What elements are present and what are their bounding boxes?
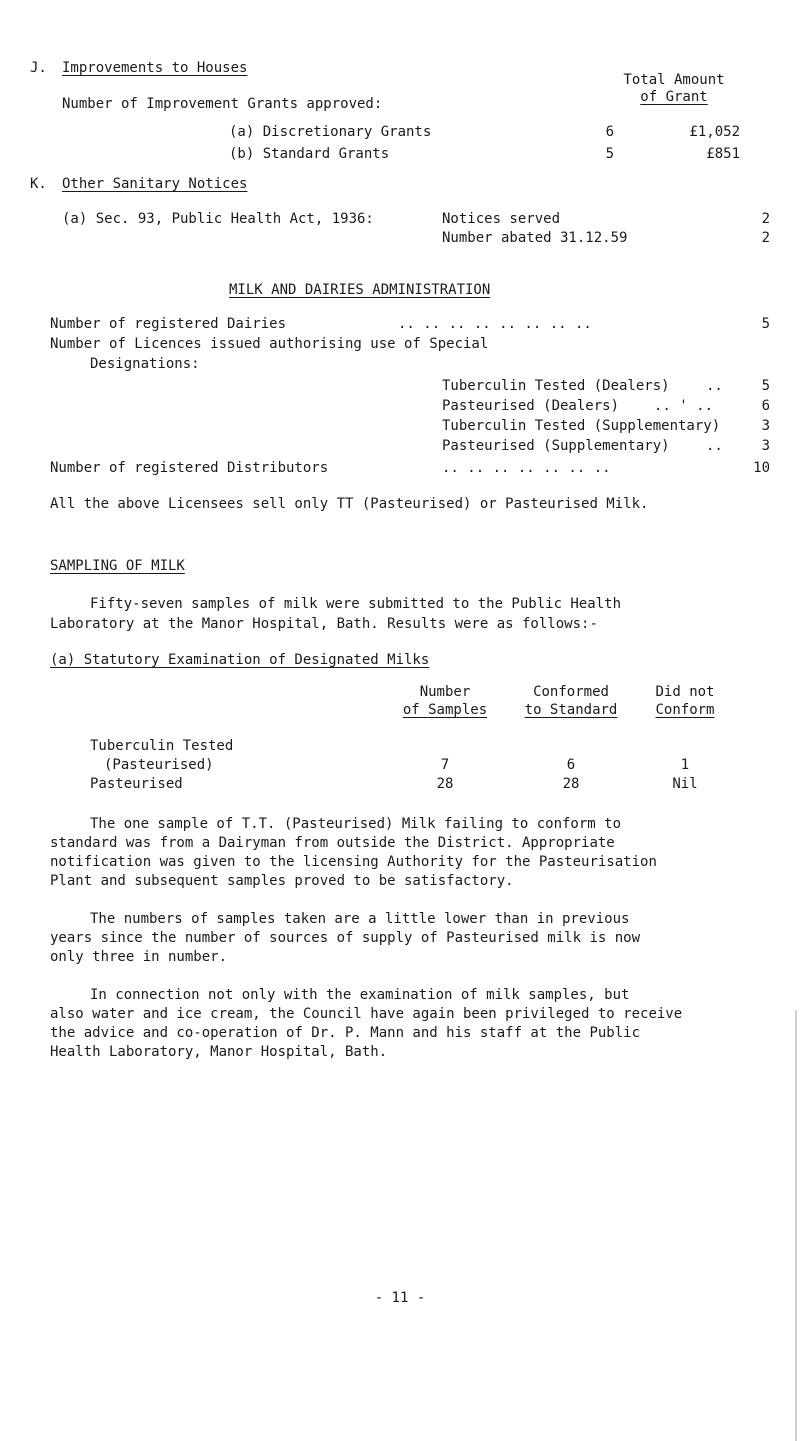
licences-label: Number of Licences issued authorising use of Special: [50, 336, 489, 352]
designation-label: Tuberculin Tested (Dealers): [442, 378, 670, 394]
grant-row-count: 5: [605, 146, 614, 162]
paragraph-line: standard was from a Dairyman from outside the District. Appropriate: [50, 835, 615, 851]
notice-row-label: Number abated 31.12.59: [442, 230, 628, 246]
paragraph-line: The numbers of samples taken are a little lower than in previous: [90, 911, 630, 927]
designation-label: Pasteurised (Dealers): [442, 398, 620, 414]
paragraph-line: Plant and subsequent samples proved to be satisfactory.: [50, 873, 514, 889]
paragraph-line: years since the number of sources of supply of Pasteurised milk is now: [50, 930, 641, 946]
registered-distributors-label: Number of registered Distributors: [50, 460, 329, 476]
leader-dots: .. ' ..: [654, 398, 714, 414]
table-cell-conformed: 6: [566, 757, 576, 773]
registered-dairies-label: Number of registered Dairies: [50, 316, 287, 332]
notice-row-label: Notices served: [442, 211, 561, 227]
paragraph-line: the advice and co-operation of Dr. P. Mann and his staff at the Public: [50, 1025, 641, 1041]
grant-row-label: (b) Standard Grants: [229, 146, 390, 162]
column-header-of-grant: of Grant: [640, 89, 708, 105]
leader-dots: .. .. .. .. .. .. ..: [442, 460, 611, 476]
leader-dots: ..: [706, 438, 723, 454]
table-cell-conformed: 28: [562, 776, 580, 792]
licensees-note: All the above Licensees sell only TT (Pasteurised) or Pasteurised Milk.: [50, 496, 649, 512]
grant-row-count: 6: [605, 124, 614, 140]
paragraph-line: In connection not only with the examination of milk samples, but: [90, 987, 630, 1003]
notice-item-label: (a) Sec. 93, Public Health Act, 1936:: [62, 211, 374, 227]
designation-value: 5: [761, 378, 770, 394]
milk-dairies-heading: MILK AND DAIRIES ADMINISTRATION: [229, 282, 491, 298]
scan-margin-line: [795, 1010, 797, 1441]
designation-value: 3: [761, 418, 770, 434]
registered-dairies-value: 5: [761, 316, 770, 332]
table-header-conform: Conform: [655, 702, 715, 718]
table-row-label: Tuberculin Tested: [90, 738, 234, 754]
paragraph-line: only three in number.: [50, 949, 228, 965]
paragraph-line: Health Laboratory, Manor Hospital, Bath.: [50, 1044, 388, 1060]
leader-dots: ..: [706, 378, 723, 394]
licences-label-cont: Designations:: [90, 356, 200, 372]
sampling-intro: Fifty-seven samples of milk were submitted to the Public Health: [90, 596, 622, 612]
notice-row-value: 2: [761, 211, 770, 227]
grant-row-label: (a) Discretionary Grants: [229, 124, 432, 140]
statutory-exam-heading: (a) Statutory Examination of Designated Milks: [50, 652, 430, 668]
table-cell-number: 28: [436, 776, 454, 792]
table-cell-did-not: 1: [680, 757, 690, 773]
table-cell-number: 7: [440, 757, 450, 773]
grants-intro: Number of Improvement Grants approved:: [62, 96, 383, 112]
grant-row-amount: £1,052: [689, 124, 740, 140]
table-header-to-standard: to Standard: [524, 702, 618, 718]
table-row-label: Pasteurised: [90, 776, 183, 792]
table-cell-did-not: Nil: [672, 776, 698, 792]
table-header-conformed: Conformed: [533, 684, 609, 700]
table-row-label-cont: (Pasteurised): [104, 757, 214, 773]
designation-label: Pasteurised (Supplementary): [442, 438, 670, 454]
paragraph-line: The one sample of T.T. (Pasteurised) Milk failing to conform to: [90, 816, 622, 832]
table-header-of-samples: of Samples: [402, 702, 488, 718]
section-heading-sanitary-notices: Other Sanitary Notices: [62, 176, 248, 192]
section-letter-k: K.: [30, 176, 47, 192]
sampling-intro-cont: Laboratory at the Manor Hospital, Bath. Results were as follows:-: [50, 616, 598, 632]
registered-distributors-value: 10: [753, 460, 770, 476]
notice-row-value: 2: [761, 230, 770, 246]
designation-value: 6: [761, 398, 770, 414]
column-header-total-amount: Total Amount: [623, 72, 725, 88]
grant-row-amount: £851: [706, 146, 740, 162]
paragraph-line: notification was given to the licensing Authority for the Pasteurisation: [50, 854, 657, 870]
section-heading-improvements: Improvements to Houses: [62, 60, 248, 76]
page-number: - 11 -: [374, 1290, 426, 1306]
sampling-heading: SAMPLING OF MILK: [50, 558, 185, 574]
designation-label: Tuberculin Tested (Supplementary): [442, 418, 721, 434]
table-header-did-not: Did not: [655, 684, 715, 700]
section-letter-j: J.: [30, 60, 47, 76]
table-header-number: Number: [419, 684, 471, 700]
paragraph-line: also water and ice cream, the Council have again been privileged to receive: [50, 1006, 683, 1022]
designation-value: 3: [761, 438, 770, 454]
leader-dots: .. .. .. .. .. .. .. ..: [398, 316, 592, 332]
